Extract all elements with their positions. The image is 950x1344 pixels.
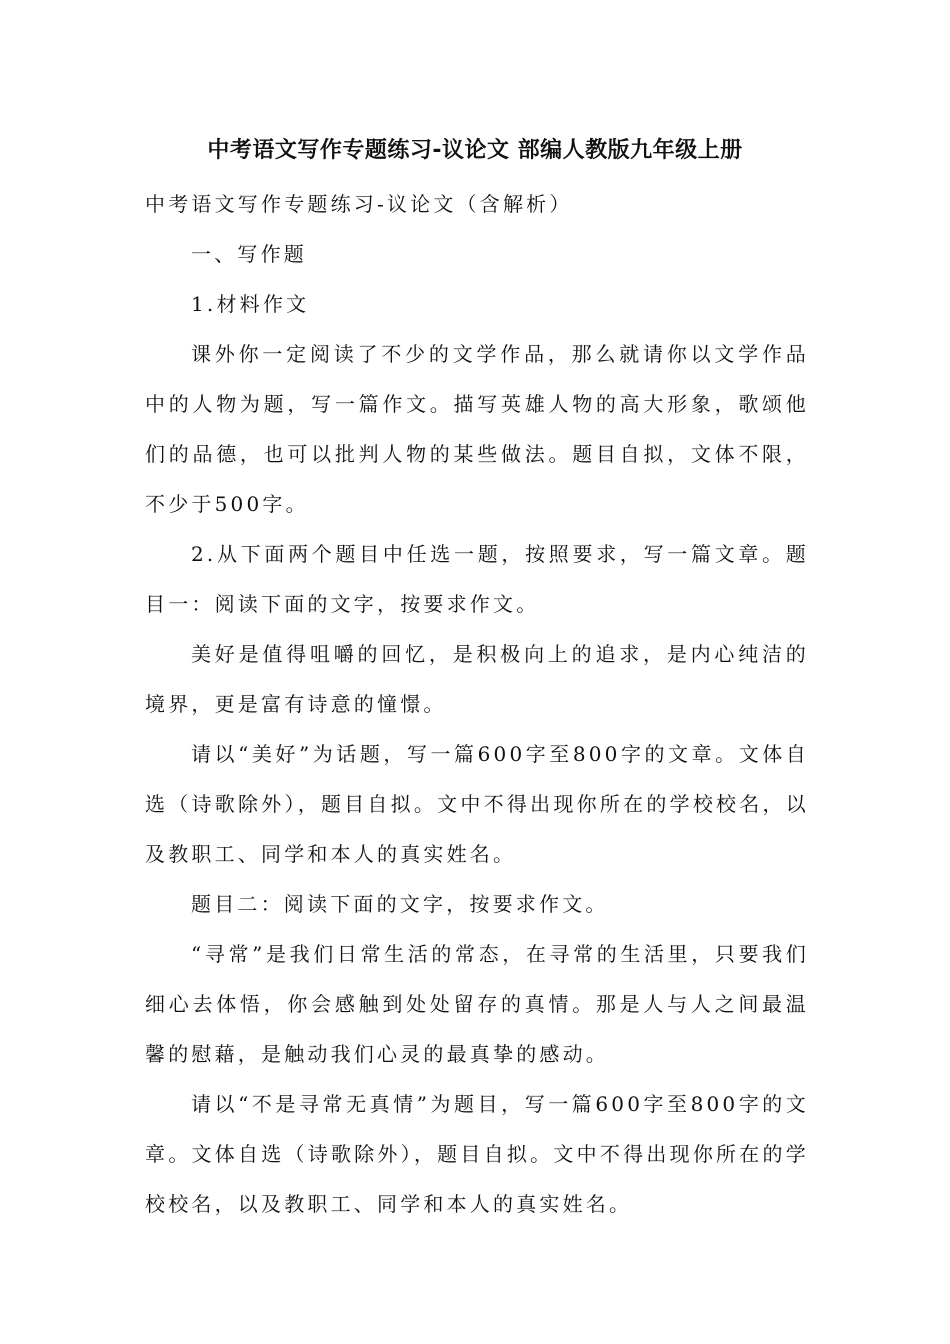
paragraph: 请以“不是寻常无真情”为题目，写一篇600字至800字的文章。文体自选（诗歌除外），题目自拟。文中不得出现你所在的学校校名，以及教职工、同学和本人的真实姓名。 bbox=[145, 1092, 809, 1216]
paragraph: 美好是值得咀嚼的回忆，是积极向上的追求，是内心纯洁的境界，更是富有诗意的憧憬。 bbox=[145, 642, 809, 716]
document-title: 中考语文写作专题练习-议论文 部编人教版九年级上册 bbox=[207, 138, 743, 163]
section-heading: 一、写作题 bbox=[191, 242, 307, 266]
paragraph: 课外你一定阅读了不少的文学作品，那么就请你以文学作品中的人物为题，写一篇作文。描写英雄人物的高大形象，歌颂他们的品德，也可以批判人物的某些做法。题目自拟，文体不限，不少于500字。 bbox=[145, 342, 809, 516]
subtitle-paragraph: 中考语文写作专题练习-议论文（含解析） bbox=[145, 192, 573, 216]
question-heading: 1.材料作文 bbox=[191, 292, 310, 316]
paragraph: 请以“美好”为话题，写一篇600字至800字的文章。文体自选（诗歌除外），题目自拟。文中不得出现你所在的学校校名，以及教职工、同学和本人的真实姓名。 bbox=[145, 742, 809, 866]
paragraph: 题目二：阅读下面的文字，按要求作文。 bbox=[191, 892, 609, 916]
document-body bbox=[145, 179, 809, 1229]
paragraph: “寻常”是我们日常生活的常态，在寻常的生活里，只要我们细心去体悟，你会感触到处处留存的真情。那是人与人之间最温馨的慰藉，是触动我们心灵的最真挚的感动。 bbox=[145, 942, 809, 1066]
paragraph: 2.从下面两个题目中任选一题，按照要求，写一篇文章。题目一：阅读下面的文字，按要求作文。 bbox=[145, 542, 809, 616]
